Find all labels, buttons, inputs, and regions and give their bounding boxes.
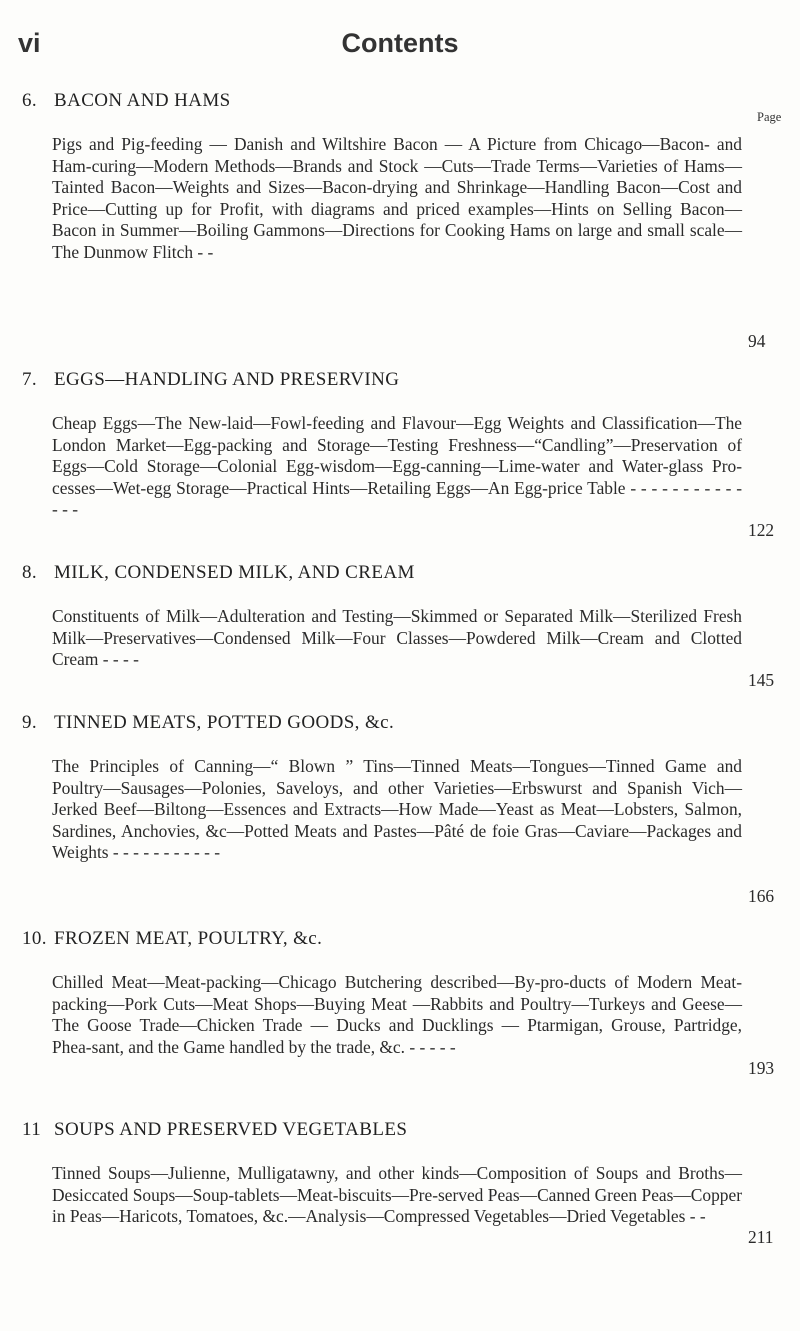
section-title: TINNED MEATS, POTTED GOODS, &c. — [54, 712, 395, 733]
section-description: Chilled Meat—Meat-packing—Chicago Butchering described—By-pro-ducts of Modern Meat-packing—Pork Cuts—Meat Shops—Buying Meat —Rabbits and Poultry—Turkeys and Geese—The Goose Trade—Chicken Trade — Ducks and Ducklings — Ptarmigan, Grouse, Partridge, Phea-sant, and the Game handled by the trade, &c. - - - - - — [52, 972, 742, 1057]
section-description: Pigs and Pig-feeding — Danish and Wiltshire Bacon — A Picture from Chicago—Bacon- and Ham-curing—Modern Methods—Brands and Stock —Cuts—Trade Terms—Varieties of Hams—Tainted Bacon—Weights and Sizes—Bacon-drying and Shrinkage—Handling Bacon—Cost and Price—Cutting up for Profit, with diagrams and priced examples—Hints on Selling Bacon—Bacon in Summer—Boiling Gammons—Directions for Cooking Hams on large and small scale—The Dunmow Flitch - - — [52, 134, 742, 262]
section-number: 9. — [22, 712, 38, 733]
section-number: 11 — [22, 1119, 42, 1140]
section-heading — [22, 928, 322, 950]
section-heading — [22, 712, 394, 734]
section-number: 6. — [22, 90, 38, 111]
section-number: 7. — [22, 369, 38, 390]
section-heading — [22, 1119, 407, 1141]
page-header — [0, 28, 800, 68]
section-heading — [22, 90, 231, 112]
section-page-number: 193 — [748, 1058, 775, 1078]
section-description: Tinned Soups—Julienne, Mulligatawny, and other kinds—Composition of Soups and Broths—Desiccated Soups—Soup-tablets—Meat-biscuits—Pre-served Peas—Canned Green Peas—Copper in Peas—Haricots, Tomatoes, &c.—Analysis—Compressed Vegetables—Dried Vegetables - - — [52, 1163, 742, 1227]
section-page-number: 122 — [748, 520, 775, 540]
section-title: EGGS—HANDLING AND PRESERVING — [54, 369, 400, 390]
section-heading — [22, 562, 415, 584]
page-column-label: Page — [757, 110, 782, 124]
section-description: The Principles of Canning—“ Blown ” Tins—Tinned Meats—Tongues—Tinned Game and Poultry—Sausages—Polonies, Saveloys, and other Varieties—Erbswurst and Spanish Vich—Jerked Beef—Biltong—Essences and Extracts—How Made—Yeast as Meat—Lobsters, Salmon, Sardines, Anchovies, &c—Potted Meats and Pastes—Pâté de foie Gras—Caviare—Packages and Weights - - - - - - - - - - - — [52, 756, 742, 863]
section-page-number: 166 — [748, 886, 775, 906]
section-heading — [22, 369, 399, 391]
page-title: Contents — [341, 28, 459, 58]
section-title: MILK, CONDENSED MILK, AND CREAM — [54, 562, 415, 583]
section-description: Constituents of Milk—Adulteration and Testing—Skimmed or Separated Milk—Sterilized Fresh Milk—Preservatives—Condensed Milk—Four Classes—Powdered Milk—Cream and Clotted Cream - - - - — [52, 606, 742, 670]
section-page-number: 94 — [748, 331, 766, 351]
page-number: vi — [18, 28, 41, 58]
section-description: Cheap Eggs—The New-laid—Fowl-feeding and Flavour—Egg Weights and Classification—The London Market—Egg-packing and Storage—Testing Freshness—“Candling”—Preservation of Eggs—Cold Storage—Colonial Egg-wisdom—Egg-canning—Lime-water and Water-glass Pro-cesses—Wet-egg Storage—Practical Hints—Retailing Eggs—An Egg-price Table - - - - - - - - - - - - - - — [52, 413, 742, 520]
section-page-number: 211 — [748, 1227, 774, 1247]
section-number: 10. — [22, 928, 47, 949]
section-title: FROZEN MEAT, POULTRY, &c. — [54, 928, 323, 949]
section-title: BACON AND HAMS — [54, 90, 231, 111]
section-page-number: 145 — [748, 670, 775, 690]
section-title: SOUPS AND PRESERVED VEGETABLES — [54, 1119, 408, 1140]
section-number: 8. — [22, 562, 38, 583]
